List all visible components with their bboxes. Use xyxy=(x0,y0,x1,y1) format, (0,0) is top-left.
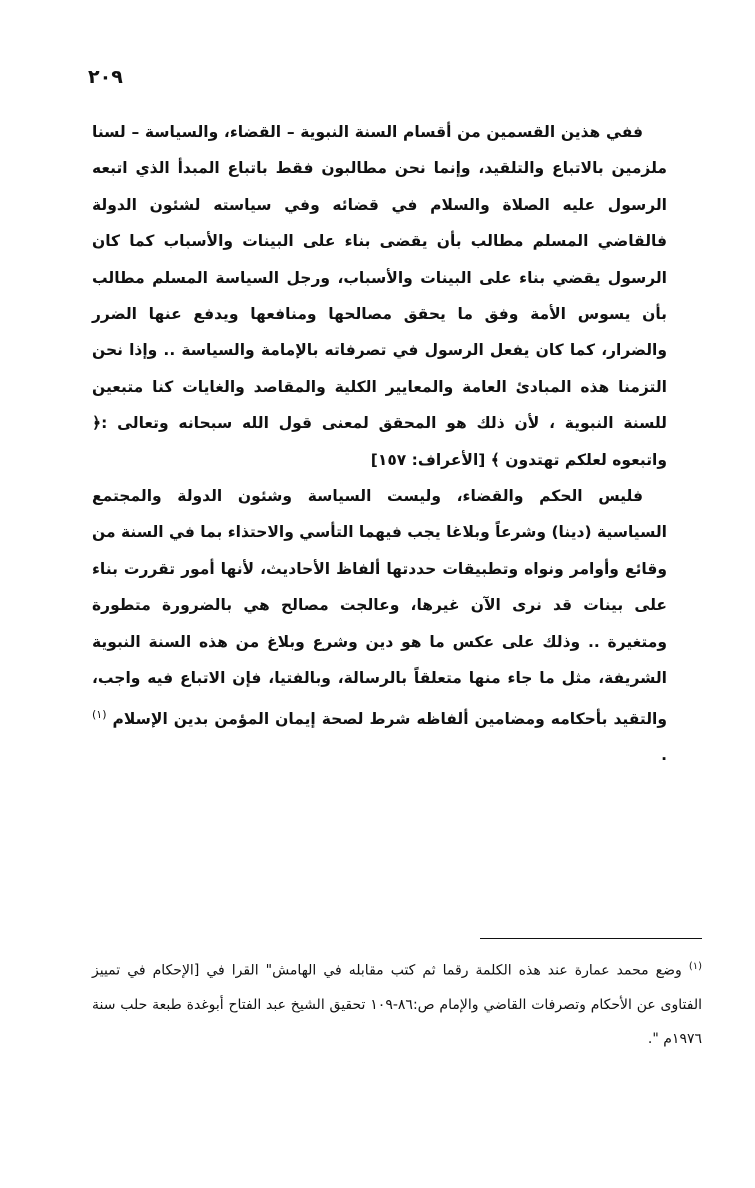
paragraph-2 xyxy=(92,478,667,773)
main-text xyxy=(92,114,667,773)
footnote-reference[interactable]: (١) xyxy=(92,707,107,721)
page-number: ٢٠٩ xyxy=(88,66,123,88)
quran-verse: :﴿ واتبعوه لعلكم تهتدون ﴾ [الأعراف: ١٥٧] xyxy=(92,414,667,469)
footnote-marker: (١) xyxy=(688,961,703,972)
paragraph-1 xyxy=(92,114,667,478)
paragraph-1-text: ففي هذين القسمين من أقسام السنة النبوية – القضاء، والسياسة – لسنا ملزمين بالاتباع والتلقيد، وإنما نحن مطالبون فقط باتباع المبدأ الذي اتبعه الرسول عليه الصلاة والسلام في قضائه وفي سياسته لشئون الدولة فالقاضي المسلم مطالب بأن يقضى بناء على البينات والأسباب كما كان الرسول يقضي بناء على البينات والأسباب، ورجل السياسة المسلم مطالب بأن يسوس الأمة وفق ما يحقق مصالحها ومنافعها ويدفع عنها الضرر والضرار، كما كان يفعل الرسول في تصرفاته بالإمامة والسياسة .. وإذا نحن التزمنا هذه المبادئ العامة والمعايير الكلية والمقاصد والغايات كنا متبعين للسنة النبوية ، لأن ذلك هو المحقق لمعنى قول الله سبحانه وتعالى xyxy=(92,123,667,433)
paragraph-2-end: . xyxy=(661,746,667,765)
paragraph-2-text: فليس الحكم والقضاء، وليست السياسة وشئون الدولة والمجتمع السياسية (دينا) وشرعاً وبلاغا يجب فيهما التأسي والاحتذاء بما في السنة من وقائع وأوامر ونواه وتطبيقات حددتها ألفاظ الأحاديث، لأنها أمور تقررت بناء على بينات قد نرى الآن غيرها، وعالجت مصالح هي بالضرورة متطورة ومتغيرة .. وذلك على عكس ما هو دين وشرع وبلاغ من هذه السنة النبوية الشريفة، مثل ما جاء منها متعلقاً بالرسالة، وبالفتيا، فإن الاتباع فيه واجب، والتقيد بأحكامه ومضامين ألفاظه شرط لصحة إيمان المؤمن بدين الإسلام xyxy=(92,487,667,728)
footnote xyxy=(92,950,702,1056)
footnote-separator xyxy=(480,938,702,939)
footnote-text: وضع محمد عمارة عند هذه الكلمة رقما ثم كتب مقابله في الهامش" القرا في [الإحكام في تمييز الفتاوى عن الأحكام وتصرفات القاضي والإمام ص:٨٦-١٠٩ تحقيق الشيخ عبد الفتاح أبوغدة طبعة حلب سنة ١٩٧٦م ". xyxy=(92,962,702,1047)
